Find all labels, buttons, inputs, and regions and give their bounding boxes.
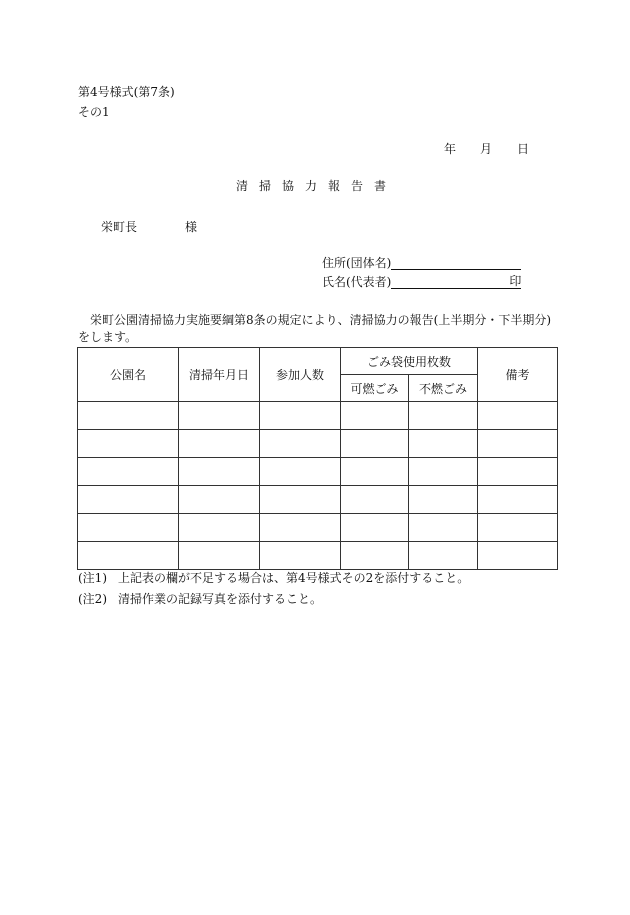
cell-date[interactable]	[179, 514, 260, 542]
header-cleaning-date: 清掃年月日	[179, 348, 260, 402]
header-park-name: 公園名	[78, 348, 179, 402]
cell-burnable[interactable]	[341, 402, 409, 430]
name-field[interactable]	[391, 274, 521, 289]
seal-mark: 印	[509, 274, 522, 288]
header-remarks: 備考	[478, 348, 558, 402]
cell-park[interactable]	[78, 486, 179, 514]
body-text: 栄町公園清掃協力実施要綱第8条の規定により、清掃協力の報告(上半期分・下半期分)をします。	[78, 313, 552, 344]
document-title: 清掃協力報告書	[236, 179, 398, 193]
header-bag-count: ごみ袋使用枚数	[341, 348, 478, 375]
cell-burnable[interactable]	[341, 458, 409, 486]
header-burnable: 可燃ごみ	[341, 375, 409, 402]
cell-date[interactable]	[179, 430, 260, 458]
header-nonburnable: 不燃ごみ	[409, 375, 478, 402]
cell-nonburnable[interactable]	[409, 430, 478, 458]
note-2-tag: (注2)	[78, 592, 107, 606]
name-row	[322, 274, 521, 289]
address-label: 住所(団体名)	[322, 256, 392, 270]
cell-remarks[interactable]	[478, 486, 558, 514]
cell-burnable[interactable]	[341, 514, 409, 542]
note-1-text: 上記表の欄が不足する場合は、第4号様式その2を添付すること。	[118, 571, 470, 585]
cell-remarks[interactable]	[478, 542, 558, 570]
addressee	[101, 220, 197, 234]
address-field[interactable]	[391, 255, 521, 270]
address-row	[322, 255, 521, 270]
note-1-tag: (注1)	[78, 571, 107, 585]
cell-park[interactable]	[78, 514, 179, 542]
cell-burnable[interactable]	[341, 542, 409, 570]
cell-participants[interactable]	[260, 458, 341, 486]
form-number: 第4号様式(第7条)	[78, 85, 175, 99]
table-row	[78, 402, 558, 430]
name-label: 氏名(代表者)	[322, 275, 392, 289]
table-row	[78, 486, 558, 514]
cell-park[interactable]	[78, 402, 179, 430]
table-row	[78, 458, 558, 486]
cell-participants[interactable]	[260, 430, 341, 458]
note-2	[78, 592, 322, 606]
cell-date[interactable]	[179, 542, 260, 570]
cell-park[interactable]	[78, 458, 179, 486]
cell-park[interactable]	[78, 430, 179, 458]
cell-participants[interactable]	[260, 542, 341, 570]
cell-burnable[interactable]	[341, 486, 409, 514]
cell-remarks[interactable]	[478, 514, 558, 542]
date-month: 月	[480, 142, 493, 156]
cell-remarks[interactable]	[478, 402, 558, 430]
date-year: 年	[444, 142, 457, 156]
cell-participants[interactable]	[260, 514, 341, 542]
cell-burnable[interactable]	[341, 430, 409, 458]
report-table	[77, 347, 558, 570]
date-line	[444, 142, 529, 156]
note-1	[78, 571, 469, 585]
cell-participants[interactable]	[260, 402, 341, 430]
cell-remarks[interactable]	[478, 458, 558, 486]
table-row	[78, 430, 558, 458]
date-day: 日	[517, 142, 530, 156]
cell-date[interactable]	[179, 486, 260, 514]
cell-nonburnable[interactable]	[409, 486, 478, 514]
addressee-honorific: 様	[185, 220, 198, 234]
cell-date[interactable]	[179, 402, 260, 430]
note-2-text: 清掃作業の記録写真を添付すること。	[118, 592, 323, 606]
cell-nonburnable[interactable]	[409, 514, 478, 542]
table-row	[78, 542, 558, 570]
cell-park[interactable]	[78, 542, 179, 570]
cell-nonburnable[interactable]	[409, 458, 478, 486]
cell-nonburnable[interactable]	[409, 542, 478, 570]
table-row	[78, 514, 558, 542]
cell-nonburnable[interactable]	[409, 402, 478, 430]
cell-date[interactable]	[179, 458, 260, 486]
cell-remarks[interactable]	[478, 430, 558, 458]
form-sub-number: その1	[78, 105, 110, 119]
cell-participants[interactable]	[260, 486, 341, 514]
addressee-name: 栄町長	[101, 220, 138, 234]
header-participants: 参加人数	[260, 348, 341, 402]
